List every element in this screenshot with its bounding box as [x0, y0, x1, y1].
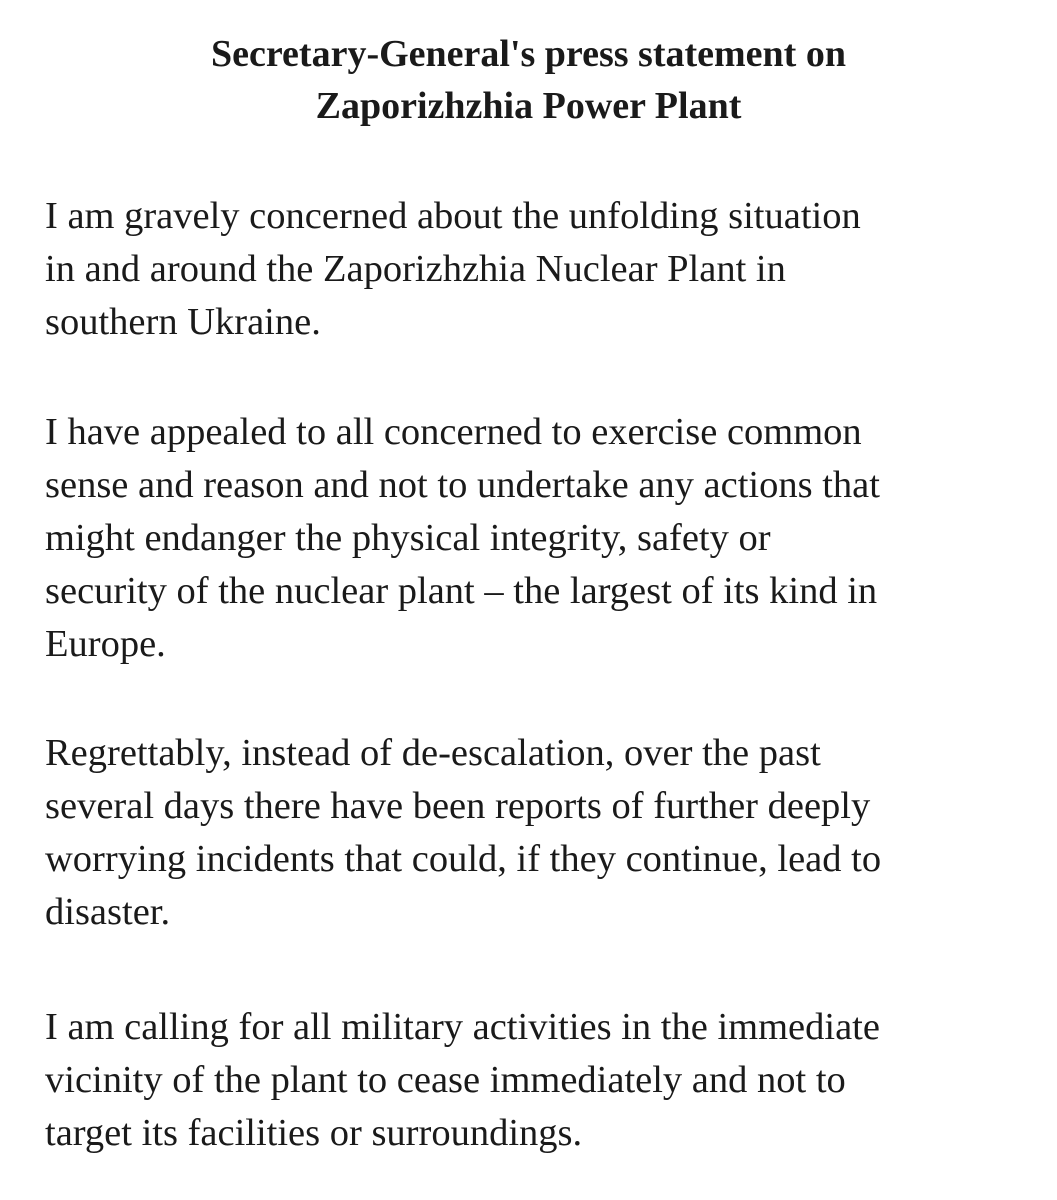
paragraph-incidents — [45, 727, 1035, 939]
text-line: disaster. — [45, 891, 171, 933]
statement-title — [0, 28, 1057, 132]
text-line: Europe. — [45, 623, 166, 665]
paragraph-appeal — [45, 406, 1035, 671]
text-line: I am calling for all military activities in the immediate — [45, 1006, 880, 1048]
statement-title-line: Zaporizhzhia Power Plant — [315, 85, 742, 127]
text-line: several days there have been reports of further deeply — [45, 785, 871, 827]
text-line: I have appealed to all concerned to exercise common — [45, 411, 862, 453]
paragraph-call-to-cease — [45, 1001, 1035, 1160]
text-line: target its facilities or surroundings. — [45, 1112, 583, 1154]
text-line: vicinity of the plant to cease immediately and not to — [45, 1059, 846, 1101]
text-line: I am gravely concerned about the unfolding situation — [45, 195, 861, 237]
text-line: Regrettably, instead of de-escalation, over the past — [45, 732, 821, 774]
text-line: in and around the Zaporizhzhia Nuclear Plant in — [45, 248, 786, 290]
paragraph-concern — [45, 190, 1035, 349]
text-line: southern Ukraine. — [45, 301, 321, 343]
statement-title-line: Secretary-General's press statement on — [211, 33, 846, 75]
text-line: might endanger the physical integrity, safety or — [45, 517, 771, 559]
text-line: worrying incidents that could, if they continue, lead to — [45, 838, 882, 880]
text-line: sense and reason and not to undertake any actions that — [45, 464, 880, 506]
text-line: security of the nuclear plant – the largest of its kind in — [45, 570, 878, 612]
